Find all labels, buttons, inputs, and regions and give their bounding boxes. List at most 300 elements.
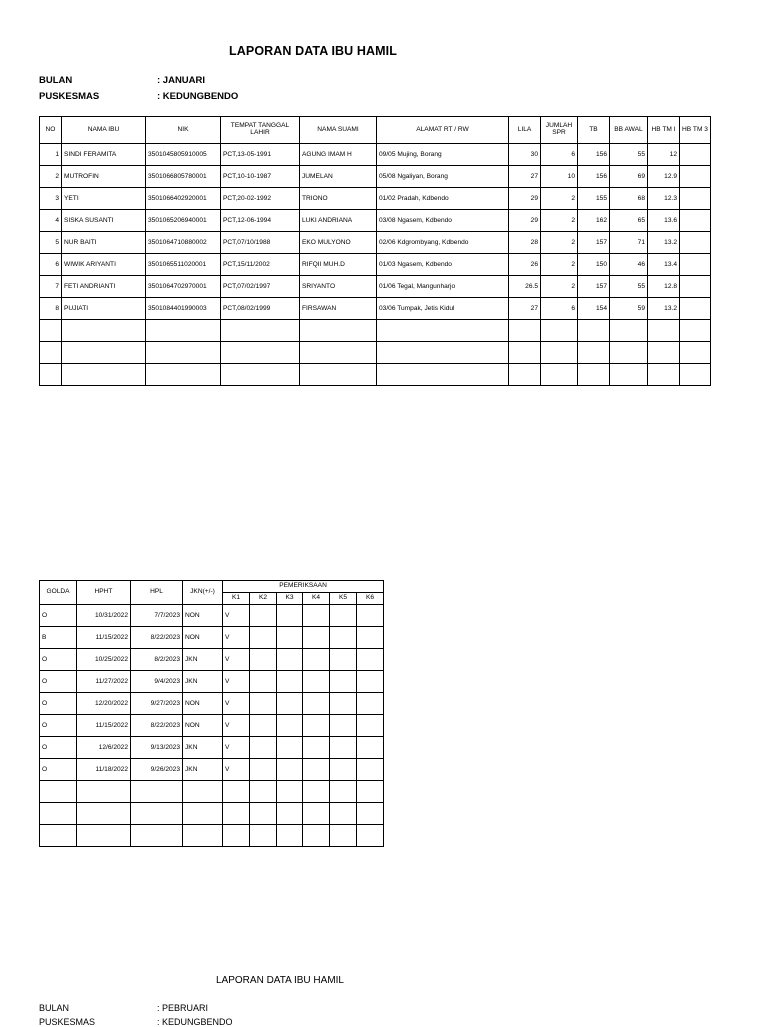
- table-cell: 05/08 Ngaliyan, Borang: [377, 166, 509, 188]
- table-cell: [303, 803, 330, 825]
- table-cell: [330, 781, 357, 803]
- table-cell: [250, 759, 277, 781]
- table-cell: JUMELAN: [300, 166, 377, 188]
- table-cell: [680, 144, 711, 166]
- puskesmas-label-2: PUSKESMAS: [39, 1017, 96, 1027]
- table-cell: [277, 693, 303, 715]
- table-cell: PCT,12-06-1994: [221, 210, 300, 232]
- table-cell: 157: [578, 276, 610, 298]
- bulan-label-2: BULAN: [39, 1003, 70, 1013]
- table-cell: [62, 320, 146, 342]
- bulan-label: BULAN: [39, 75, 73, 86]
- table-cell: 156: [578, 166, 610, 188]
- table-cell: 01/02 Pradah, Kdbendo: [377, 188, 509, 210]
- table-cell: [250, 825, 277, 847]
- table-cell: [509, 364, 541, 386]
- bulan-value-2: : PEBRUARI: [157, 1003, 209, 1013]
- table-cell: 11/15/2022: [77, 715, 131, 737]
- table-cell: [277, 759, 303, 781]
- table-cell: 9/4/2023: [131, 671, 183, 693]
- table-cell: 46: [610, 254, 648, 276]
- table-cell: [357, 693, 384, 715]
- table-cell: [223, 803, 250, 825]
- table-row: [40, 166, 711, 188]
- table-cell: [183, 825, 223, 847]
- table-cell: [131, 781, 183, 803]
- table-cell: 12.3: [648, 188, 680, 210]
- table-row: [40, 364, 711, 386]
- table-cell: RIFQII MUH.D: [300, 254, 377, 276]
- table-cell: PCT,07/02/1997: [221, 276, 300, 298]
- table-cell: O: [40, 759, 77, 781]
- table-cell: [648, 342, 680, 364]
- table-cell: B: [40, 627, 77, 649]
- table-cell: [146, 320, 221, 342]
- table-cell: 3501045805910005: [146, 144, 221, 166]
- table-cell: [221, 364, 300, 386]
- table-cell: 3501065511020001: [146, 254, 221, 276]
- table-row: [40, 254, 711, 276]
- table-cell: 12: [648, 144, 680, 166]
- table-cell: [183, 803, 223, 825]
- table-cell: 12.9: [648, 166, 680, 188]
- col-header: HPHT: [77, 581, 131, 605]
- table-cell: [62, 364, 146, 386]
- table-cell: 6: [541, 298, 578, 320]
- table-cell: [146, 364, 221, 386]
- table-cell: 12/6/2022: [77, 737, 131, 759]
- table-cell: [40, 781, 77, 803]
- table-cell: [541, 320, 578, 342]
- table-cell: [303, 759, 330, 781]
- table-cell: JKN: [183, 649, 223, 671]
- table-cell: [578, 342, 610, 364]
- col-subheader: K5: [330, 593, 357, 605]
- table-cell: [250, 781, 277, 803]
- table-cell: [648, 320, 680, 342]
- table-row: [40, 693, 384, 715]
- table-cell: 2: [541, 254, 578, 276]
- col-header: JKN(+/-): [183, 581, 223, 605]
- table-cell: 01/03 Ngasem, Kdbendo: [377, 254, 509, 276]
- table-cell: PCT,20-02-1992: [221, 188, 300, 210]
- table-cell: 157: [578, 232, 610, 254]
- table-cell: [250, 605, 277, 627]
- table-cell: [303, 693, 330, 715]
- col-header: NAMA IBU: [62, 117, 146, 144]
- table-cell: [277, 803, 303, 825]
- table-cell: [300, 320, 377, 342]
- table-cell: 10: [541, 166, 578, 188]
- col-header: BB AWAL: [610, 117, 648, 144]
- table-cell: 26.5: [509, 276, 541, 298]
- table-cell: 59: [610, 298, 648, 320]
- table-cell: [303, 825, 330, 847]
- table-cell: 3501066402920001: [146, 188, 221, 210]
- table-cell: 7: [40, 276, 62, 298]
- table-cell: [77, 825, 131, 847]
- table-cell: 6: [40, 254, 62, 276]
- table-cell: [680, 298, 711, 320]
- puskesmas-label: PUSKESMAS: [39, 91, 100, 102]
- table-cell: 8/22/2023: [131, 627, 183, 649]
- table-cell: 6: [541, 144, 578, 166]
- bulan-value: : JANUARI: [157, 75, 206, 86]
- table-cell: [357, 759, 384, 781]
- table-cell: SRIYANTO: [300, 276, 377, 298]
- table-cell: EKO MULYONO: [300, 232, 377, 254]
- table-row: [40, 320, 711, 342]
- col-subheader: K6: [357, 593, 384, 605]
- report-title: LAPORAN DATA IBU HAMIL: [229, 44, 397, 58]
- table-cell: 68: [610, 188, 648, 210]
- table-cell: V: [223, 671, 250, 693]
- col-subheader: K1: [223, 593, 250, 605]
- table-cell: [250, 715, 277, 737]
- table-cell: [578, 364, 610, 386]
- table-cell: [277, 825, 303, 847]
- table-cell: O: [40, 671, 77, 693]
- table-cell: 3501066805780001: [146, 166, 221, 188]
- table-cell: [377, 364, 509, 386]
- table-cell: 03/06 Tumpak, Jetis Kidul: [377, 298, 509, 320]
- table-cell: [357, 649, 384, 671]
- table-cell: 30: [509, 144, 541, 166]
- table-cell: [300, 364, 377, 386]
- table-cell: [357, 825, 384, 847]
- table-cell: O: [40, 737, 77, 759]
- table-cell: JKN: [183, 759, 223, 781]
- table-cell: 150: [578, 254, 610, 276]
- col-header: TEMPAT TANGGAL LAHIR: [221, 117, 300, 144]
- table-cell: PCT,15/11/2002: [221, 254, 300, 276]
- table-cell: [250, 737, 277, 759]
- table-cell: [131, 825, 183, 847]
- table-cell: [131, 803, 183, 825]
- col-subheader: K4: [303, 593, 330, 605]
- table-cell: 9/27/2023: [131, 693, 183, 715]
- table-cell: [680, 364, 711, 386]
- col-header: HB TM I: [648, 117, 680, 144]
- table-cell: 3501084401990003: [146, 298, 221, 320]
- table-cell: O: [40, 649, 77, 671]
- table-cell: [40, 342, 62, 364]
- table-cell: 27: [509, 166, 541, 188]
- table-cell: 65: [610, 210, 648, 232]
- table-row: [40, 759, 384, 781]
- table-row: [40, 276, 711, 298]
- col-header: TB: [578, 117, 610, 144]
- table-cell: [303, 671, 330, 693]
- table-cell: [250, 649, 277, 671]
- table-cell: 26: [509, 254, 541, 276]
- table-cell: MUTROFIN: [62, 166, 146, 188]
- table-cell: V: [223, 627, 250, 649]
- table-cell: 12.8: [648, 276, 680, 298]
- table-cell: 11/15/2022: [77, 627, 131, 649]
- table-cell: [277, 737, 303, 759]
- pemeriksaan-header: PEMERIKSAAN: [223, 581, 384, 593]
- table-cell: [303, 781, 330, 803]
- table-cell: [509, 320, 541, 342]
- col-header: NO: [40, 117, 62, 144]
- table-cell: [680, 232, 711, 254]
- table-cell: [330, 737, 357, 759]
- table-cell: 155: [578, 188, 610, 210]
- table-cell: 10/25/2022: [77, 649, 131, 671]
- table-cell: [680, 320, 711, 342]
- table-row: [40, 232, 711, 254]
- table-cell: 69: [610, 166, 648, 188]
- table-cell: 13.4: [648, 254, 680, 276]
- table-cell: 10/31/2022: [77, 605, 131, 627]
- table-cell: [250, 803, 277, 825]
- table-cell: 1: [40, 144, 62, 166]
- table-cell: [330, 825, 357, 847]
- table-cell: [303, 715, 330, 737]
- table-cell: 3501064702970001: [146, 276, 221, 298]
- table-cell: [357, 715, 384, 737]
- table-cell: [357, 737, 384, 759]
- table-row: [40, 825, 384, 847]
- table-cell: 4: [40, 210, 62, 232]
- table-row: [40, 715, 384, 737]
- table-cell: [357, 671, 384, 693]
- table-cell: [77, 803, 131, 825]
- table-cell: [277, 781, 303, 803]
- table-cell: 09/05 Mujing, Borang: [377, 144, 509, 166]
- col-header: LILA: [509, 117, 541, 144]
- table-row: [40, 144, 711, 166]
- table-cell: [680, 188, 711, 210]
- table-cell: 02/06 Kdgrombyang, Kdbendo: [377, 232, 509, 254]
- table-cell: [541, 342, 578, 364]
- table-cell: 03/08 Ngasem, Kdbendo: [377, 210, 509, 232]
- table-cell: 156: [578, 144, 610, 166]
- col-subheader: K3: [277, 593, 303, 605]
- table-cell: V: [223, 605, 250, 627]
- table-cell: [509, 342, 541, 364]
- table-row: [40, 342, 711, 364]
- table-cell: PCT,07/10/1988: [221, 232, 300, 254]
- table-cell: 3501065206940001: [146, 210, 221, 232]
- table-cell: [303, 627, 330, 649]
- table-cell: [680, 210, 711, 232]
- table-cell: NUR BAITI: [62, 232, 146, 254]
- table-cell: PUJIATI: [62, 298, 146, 320]
- table-cell: 2: [541, 188, 578, 210]
- table-row: [40, 803, 384, 825]
- table-cell: [303, 649, 330, 671]
- table-cell: [610, 320, 648, 342]
- table-cell: [330, 605, 357, 627]
- table-row: [40, 627, 384, 649]
- table-cell: JKN: [183, 671, 223, 693]
- table-row: [40, 781, 384, 803]
- table-cell: 28: [509, 232, 541, 254]
- table-cell: [40, 825, 77, 847]
- table-row: [40, 188, 711, 210]
- table-cell: [146, 342, 221, 364]
- table-cell: [377, 342, 509, 364]
- table-cell: 5: [40, 232, 62, 254]
- table-row: [40, 737, 384, 759]
- col-header: HPL: [131, 581, 183, 605]
- table-cell: FIRSAWAN: [300, 298, 377, 320]
- table-cell: [578, 320, 610, 342]
- table-row: [40, 605, 384, 627]
- table-cell: [330, 693, 357, 715]
- table-cell: 55: [610, 144, 648, 166]
- table-cell: V: [223, 649, 250, 671]
- table-cell: [680, 342, 711, 364]
- table-cell: 162: [578, 210, 610, 232]
- table-cell: V: [223, 737, 250, 759]
- table-cell: 9/13/2023: [131, 737, 183, 759]
- report-title-2: LAPORAN DATA IBU HAMIL: [216, 975, 344, 986]
- puskesmas-value-2: : KEDUNGBENDO: [157, 1017, 233, 1027]
- table-cell: PCT,13-05-1991: [221, 144, 300, 166]
- table-cell: [357, 627, 384, 649]
- table-cell: [303, 605, 330, 627]
- col-header: NAMA SUAMI: [300, 117, 377, 144]
- examination-table: [39, 580, 384, 847]
- table-cell: [277, 605, 303, 627]
- table-cell: 3501064710880002: [146, 232, 221, 254]
- table-cell: [357, 605, 384, 627]
- table-cell: 01/06 Tegal, Mangunharjo: [377, 276, 509, 298]
- table-cell: O: [40, 715, 77, 737]
- table-cell: 13.2: [648, 298, 680, 320]
- table-cell: [330, 759, 357, 781]
- table-cell: [357, 803, 384, 825]
- table-cell: [330, 627, 357, 649]
- pregnant-mothers-table: [39, 116, 711, 386]
- table-cell: [680, 254, 711, 276]
- col-subheader: K2: [250, 593, 277, 605]
- table-cell: 8/22/2023: [131, 715, 183, 737]
- table-cell: PCT,08/02/1999: [221, 298, 300, 320]
- table-cell: [77, 781, 131, 803]
- table-cell: [648, 364, 680, 386]
- table-cell: [40, 364, 62, 386]
- table-cell: SISKA SUSANTI: [62, 210, 146, 232]
- table-cell: 13.6: [648, 210, 680, 232]
- table-cell: 11/27/2022: [77, 671, 131, 693]
- table-cell: JKN: [183, 737, 223, 759]
- table-cell: [330, 803, 357, 825]
- table-cell: V: [223, 693, 250, 715]
- table-row: [40, 649, 384, 671]
- col-header: HB TM 3: [680, 117, 711, 144]
- col-header: NIK: [146, 117, 221, 144]
- table-cell: O: [40, 693, 77, 715]
- table-cell: FETI ANDRIANTI: [62, 276, 146, 298]
- table-cell: [221, 342, 300, 364]
- table-cell: [250, 671, 277, 693]
- table-cell: 27: [509, 298, 541, 320]
- table-cell: [357, 781, 384, 803]
- table-cell: YETI: [62, 188, 146, 210]
- table-cell: TRIONO: [300, 188, 377, 210]
- table-cell: [40, 320, 62, 342]
- table-cell: WIWIK ARIYANTI: [62, 254, 146, 276]
- table-cell: [40, 803, 77, 825]
- table-cell: 29: [509, 188, 541, 210]
- table-cell: 8: [40, 298, 62, 320]
- col-header: ALAMAT RT / RW: [377, 117, 509, 144]
- table-cell: 13.2: [648, 232, 680, 254]
- table-cell: 3: [40, 188, 62, 210]
- table-cell: [62, 342, 146, 364]
- table-cell: [330, 671, 357, 693]
- table-cell: V: [223, 759, 250, 781]
- table-cell: 8/2/2023: [131, 649, 183, 671]
- table-cell: [183, 781, 223, 803]
- table-cell: LUKI ANDRIANA: [300, 210, 377, 232]
- table-cell: 2: [40, 166, 62, 188]
- table-cell: NON: [183, 715, 223, 737]
- table-row: [40, 671, 384, 693]
- table-cell: [610, 342, 648, 364]
- table-cell: [680, 276, 711, 298]
- table-cell: NON: [183, 693, 223, 715]
- table-cell: V: [223, 715, 250, 737]
- table-cell: [330, 715, 357, 737]
- table-row: [40, 298, 711, 320]
- table-header-row: [40, 117, 711, 144]
- table-cell: 154: [578, 298, 610, 320]
- table-cell: [277, 715, 303, 737]
- table-cell: [250, 693, 277, 715]
- table-cell: [377, 320, 509, 342]
- table-cell: AGUNG IMAM H: [300, 144, 377, 166]
- table-header-row: [40, 581, 384, 593]
- table-cell: 11/18/2022: [77, 759, 131, 781]
- puskesmas-value: : KEDUNGBENDO: [157, 91, 239, 102]
- table-cell: 2: [541, 210, 578, 232]
- table-cell: SINDI FERAMITA: [62, 144, 146, 166]
- table-cell: 9/26/2023: [131, 759, 183, 781]
- table-cell: NON: [183, 627, 223, 649]
- table-cell: [610, 364, 648, 386]
- col-header: GOLDA: [40, 581, 77, 605]
- col-header: JUMLAH SPR: [541, 117, 578, 144]
- table-cell: [277, 649, 303, 671]
- table-row: [40, 210, 711, 232]
- table-cell: [223, 825, 250, 847]
- table-cell: [277, 627, 303, 649]
- table-cell: 29: [509, 210, 541, 232]
- table-cell: [223, 781, 250, 803]
- table-cell: 7/7/2023: [131, 605, 183, 627]
- table-cell: NON: [183, 605, 223, 627]
- table-cell: O: [40, 605, 77, 627]
- table-cell: 71: [610, 232, 648, 254]
- table-cell: [277, 671, 303, 693]
- table-cell: [250, 627, 277, 649]
- table-cell: 55: [610, 276, 648, 298]
- table-cell: [680, 166, 711, 188]
- table-cell: [300, 342, 377, 364]
- table-cell: 12/20/2022: [77, 693, 131, 715]
- table-cell: [541, 364, 578, 386]
- table-cell: [303, 737, 330, 759]
- table-cell: 2: [541, 276, 578, 298]
- table-cell: 2: [541, 232, 578, 254]
- table-cell: PCT,10-10-1987: [221, 166, 300, 188]
- table-cell: [330, 649, 357, 671]
